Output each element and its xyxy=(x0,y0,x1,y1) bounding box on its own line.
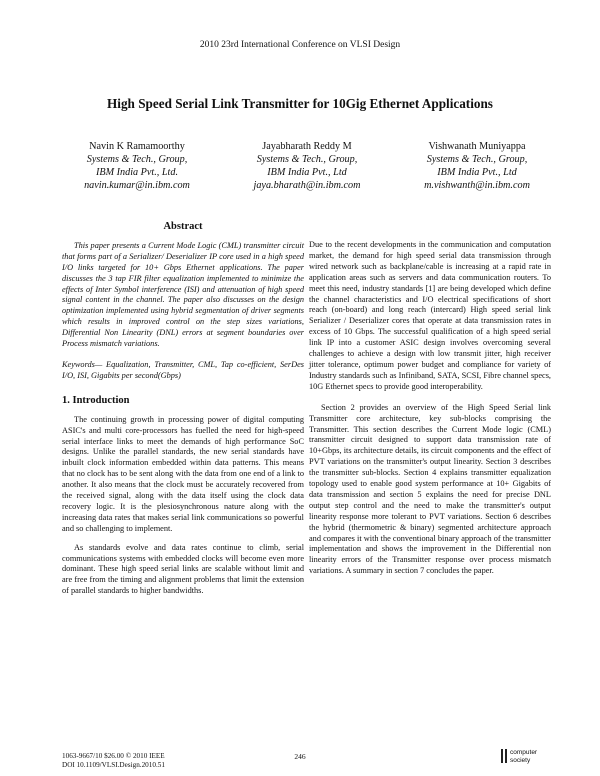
author-name: Jayabharath Reddy M xyxy=(262,141,352,152)
right-column xyxy=(309,240,551,587)
body-paragraph: The continuing growth in processing power of digital computing ASIC's and multi core-processors has fuelled the need for high-speed serial interface links to meet the demands of high performance SoC designs. Unlike the parallel standards, the new serial standards have inbuilt clock information embedded within data patterns. This means that no clock has to be sent along with the data from one end of a link to another. It also means that the clock must be accurately recovered from the received signal, along with the data itself using the clock data recovery logic. It is the plesiosynchronous nature along with the increasing data rates that makes serial link communications so powerful and so challenging to implement. xyxy=(62,414,304,533)
computer-society-logo xyxy=(500,747,550,767)
author-company: IBM India Pvt., Ltd xyxy=(437,167,517,178)
body-paragraph: Section 2 provides an overview of the High Speed Serial link Transmitter core architecture, key sub-blocks comprising the Transmitter. This section describes the Current Mode logic (CML) transmitter circuit designed to support data transmission rate of 10+Gbps, its architecture details, its circuit components and the effect of PVT variations on the transmitter's output linearity. Section 3 describes the transmitter sub-blocks. Section 4 explains transmitter equalization topology used to enable good system performance at 10+ Gigabits of data transmission and section 5 explains the need for precise DNL output step control and the need to make the transmitter's output linearity response more tolerant to PVT variations. Section 6 describes the hybrid (thermometric & binary) segmented architecture approach and compares it with the conventional binary approach of the transmitter implementation and shows the improvement in the Differential non linearity errors of the Transmitter response over process mismatch variations. A summary in section 7 concludes the paper. xyxy=(309,402,551,576)
author-email: navin.kumar@in.ibm.com xyxy=(84,180,190,191)
computer-society-logo-icon xyxy=(500,749,508,763)
footer-doi: DOI 10.1109/VLSI.Design.2010.51 xyxy=(62,761,165,769)
body-paragraph: Due to the recent developments in the communication and computation market, the demand for high speed serial data transmission through wired network such as backplane/cable is increasing at a rapid rate in application areas such as servers and data communication routers. To meet this need, industry standards [1] are being developed which define the channel characteristics and I/O electrical specifications of short reach (on-board) and long reach (intercard) High speed serial link Serializer / Deserializer cores that operate at data transmission rates in excess of 10 Gbps. The successful qualification of a high speed serial link IP into a customer ASIC design involves overcoming several challenges to achieve a design with low transmit jitter, high receiver jitter tolerance, optimum power budget and compliance for variety of Industry standards such as Infiniband, SATA, SCSI, Fibre channel specs, 10G Ethernet specs to provide good interoperability. xyxy=(309,240,551,391)
author-name: Vishwanath Muniyappa xyxy=(428,141,526,152)
conference-header: 2010 23rd International Conference on VLSI Design xyxy=(199,40,401,50)
section-heading-introduction: 1. Introduction xyxy=(62,394,130,406)
logo-text-computer: computer xyxy=(510,749,538,756)
author-company: IBM India Pvt., Ltd. xyxy=(95,167,179,178)
author-name: Navin K Ramamoorthy xyxy=(89,141,185,152)
paper-title: High Speed Serial Link Transmitter for 10Gig Ethernet Applications xyxy=(107,96,493,111)
author-list xyxy=(52,140,562,192)
abstract-heading: Abstract xyxy=(163,221,203,232)
abstract-text: This paper presents a Current Mode Logic (CML) transmitter circuit that forms part of a Serializer/ Deserializer IP core used in a high speed I/O links targeted for 10+ Gbps Ethernet applications. The paper discusses the 3 tap FIR filter equalization implemented to minimize the effects of Inter Symbol interference (ISI) and attenuation of high speed signal content in the channel. The paper also discusses on the design optimization implemented using hybrid segmentation of driver segments which results in improved control on the step sizes variations, Differential Non Linearity (DNL) errors at segment boundaries over Process mismatch variations. xyxy=(62,240,304,349)
author-block-2 xyxy=(222,140,392,192)
author-email: m.vishwanth@in.ibm.com xyxy=(424,180,530,191)
author-company: IBM India Pvt., Ltd xyxy=(267,167,347,178)
author-email: jaya.bharath@in.ibm.com xyxy=(253,180,361,191)
author-block-1 xyxy=(52,140,222,192)
keywords: Keywords— Equalization, Transmitter, CML, Tap co-efficient, SerDes I/O, ISI, Gigabits per second(Gbps) xyxy=(62,359,304,380)
author-affiliation: Systems & Tech., Group, xyxy=(426,154,528,165)
body-paragraph: As standards evolve and data rates continue to climb, serial communications systems with embedded clocks will become even more dominant. These high speed serial links are scalable without limit and are free from the timing and alignment problems that limit the extension of parallel standards to higher bandwidths. xyxy=(62,542,304,596)
logo-text-society: society xyxy=(510,757,531,764)
author-affiliation: Systems & Tech., Group, xyxy=(86,154,188,165)
left-column xyxy=(62,222,304,605)
author-block-3 xyxy=(392,140,562,192)
author-affiliation: Systems & Tech., Group, xyxy=(256,154,358,165)
footer-issn: 1063-9667/10 $26.00 © 2010 IEEE xyxy=(62,752,165,760)
page-number: 246 xyxy=(294,752,306,761)
